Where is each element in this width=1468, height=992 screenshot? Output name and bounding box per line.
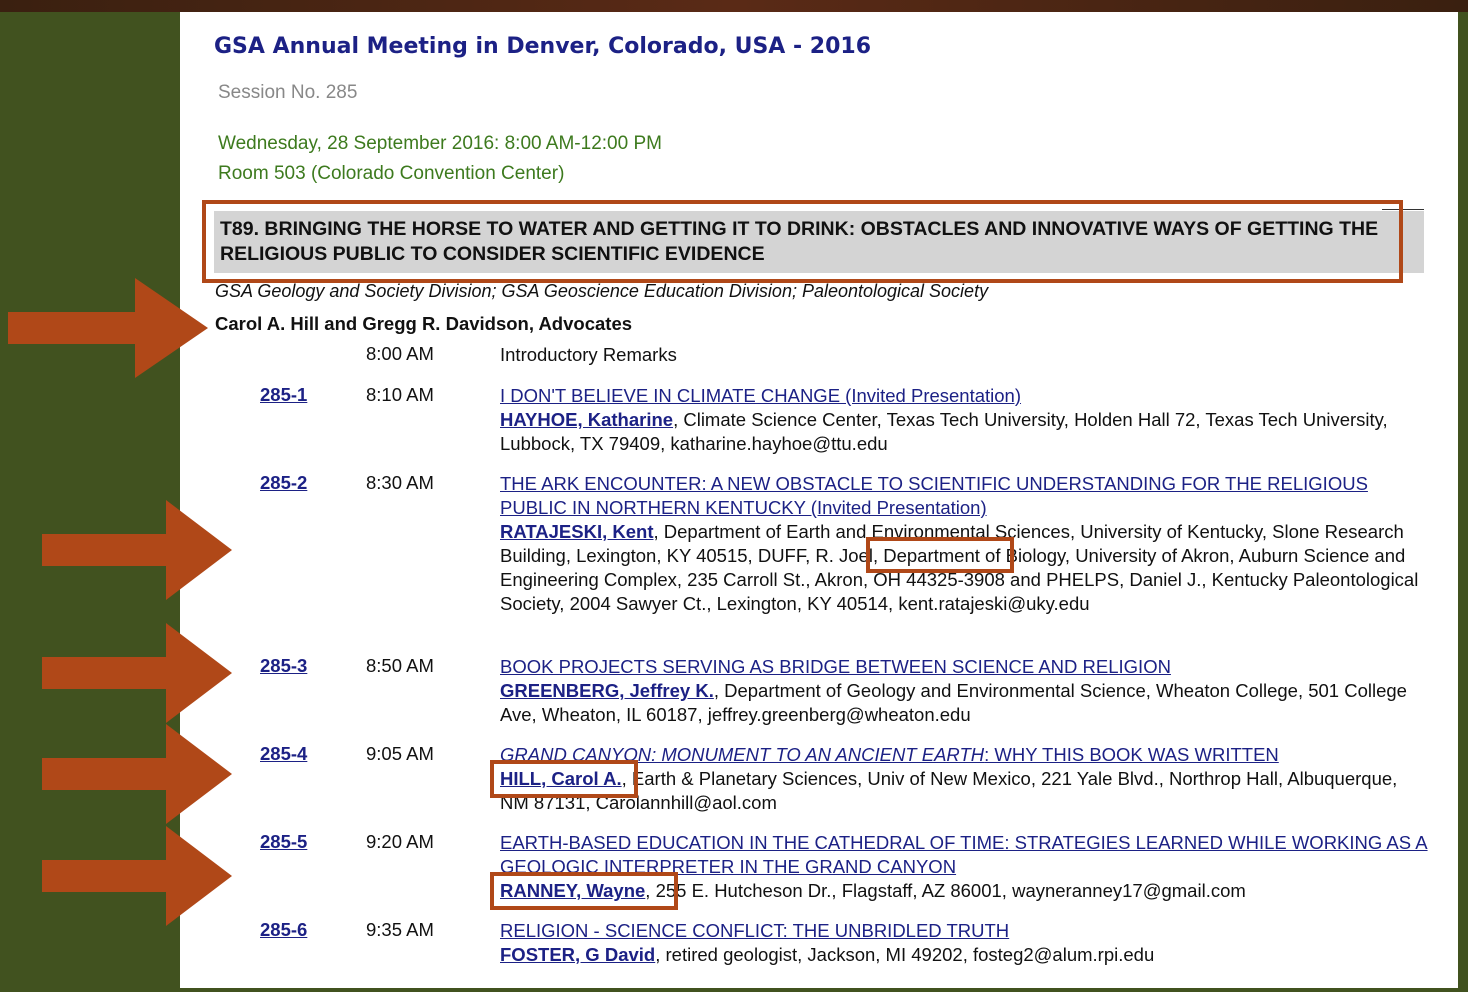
author-affiliation: , Earth & Planetary Sciences, Univ of New Mexico, 221 Yale Blvd., Northrop Hall, Albuquerque, NM 87131, Carolannhill@aol.com xyxy=(500,768,1398,813)
paper-number-link[interactable]: 285-5 xyxy=(260,831,308,852)
paper-title-link[interactable]: THE ARK ENCOUNTER: A NEW OBSTACLE TO SCIENTIFIC UNDERSTANDING FOR THE RELIGIOUS PUBLIC IN NORTHERN KENTUCKY (Invited Presentation) xyxy=(500,473,1368,518)
paper-time: 8:10 AM xyxy=(366,384,434,405)
paper-time: 9:35 AM xyxy=(366,919,434,940)
session-title: T89. BRINGING THE HORSE TO WATER AND GETTING IT TO DRINK: OBSTACLES AND INNOVATIVE WAYS OF GETTING THE RELIGIOUS PUBLIC TO CONSIDER SCIENTIFIC EVIDENCE xyxy=(220,218,1379,265)
paper-content xyxy=(500,743,1430,815)
paper-time: 9:20 AM xyxy=(366,831,434,852)
intro-time: 8:00 AM xyxy=(366,343,434,364)
book-title: GRAND CANYON: MONUMENT TO AN ANCIENT EARTH xyxy=(500,744,985,765)
arrow-right-icon xyxy=(42,623,232,723)
paper-number-link[interactable]: 285-3 xyxy=(260,655,308,676)
paper-title-link[interactable]: BOOK PROJECTS SERVING AS BRIDGE BETWEEN SCIENCE AND RELIGION xyxy=(500,656,1171,677)
arrow-right-icon xyxy=(42,826,232,926)
session-number: Session No. 285 xyxy=(218,82,358,103)
intro-text: Introductory Remarks xyxy=(500,344,677,365)
author-affiliation: , Climate Science Center, Texas Tech University, Holden Hall 72, Texas Tech University, Lubbock, TX 79409, katharine.hayhoe@ttu.edu xyxy=(500,409,1388,454)
arrow-right-icon xyxy=(8,278,208,378)
session-room: Room 503 (Colorado Convention Center) xyxy=(218,163,565,184)
paper-number-link[interactable]: 285-6 xyxy=(260,919,308,940)
author-affiliation: , Department of Earth and Environmental Sciences, University of Kentucky, Slone Research Building, Lexington, KY 40515, xyxy=(500,521,1404,566)
paper-time: 9:05 AM xyxy=(366,743,434,764)
presenter-link[interactable]: RANNEY, Wayne xyxy=(500,880,646,901)
arrow-right-icon xyxy=(42,500,232,600)
paper-number-link[interactable]: 285-1 xyxy=(260,384,308,405)
presenter-link[interactable]: RATAJESKI, Kent xyxy=(500,521,654,542)
paper-number-link[interactable]: 285-4 xyxy=(260,743,308,764)
paper-title-rest: : WHY THIS BOOK WAS WRITTEN xyxy=(984,744,1279,765)
meeting-title: GSA Annual Meeting in Denver, Colorado, USA - 2016 xyxy=(214,34,872,59)
presenter-link[interactable]: HAYHOE, Katharine xyxy=(500,409,674,430)
session-advocates: Carol A. Hill and Gregg R. Davidson, Advocates xyxy=(215,313,633,334)
presenter-link[interactable]: GREENBERG, Jeffrey K. xyxy=(500,680,714,701)
highlight-box-coauthor xyxy=(866,537,1014,573)
author-affiliation: , Department of Geology and Environmental Science, Wheaton College, 501 College Ave, Wheaton, IL 60187, jeffrey.greenberg@wheaton.edu xyxy=(500,680,1407,725)
session-datetime: Wednesday, 28 September 2016: 8:00 AM-12:00 PM xyxy=(218,133,662,154)
presenter-link[interactable]: FOSTER, G David xyxy=(500,944,656,965)
highlight-box-presenter xyxy=(490,872,678,910)
paper-time: 8:30 AM xyxy=(366,472,434,493)
paper-content xyxy=(500,655,1430,727)
highlight-box-session-title xyxy=(202,200,1403,283)
program-page xyxy=(180,12,1458,988)
paper-time: 8:50 AM xyxy=(366,655,434,676)
paper-content xyxy=(500,919,1430,967)
arrow-right-icon xyxy=(42,724,232,824)
author-affiliation: , Department of Biology, University of Akron, Auburn Science and Engineering Complex, 235 Carroll St., Akron, OH 44325-3908 and PHELPS, Daniel J., Kentucky Paleontological Society, 2004 Sawyer Ct., Lexington, KY 40514, kent.ratajeski@uky.edu xyxy=(500,545,1419,614)
author-affiliation: , retired geologist, Jackson, MI 49202, fosteg2@alum.rpi.edu xyxy=(655,944,1155,965)
paper-number-link[interactable]: 285-2 xyxy=(260,472,308,493)
paper-title-link[interactable]: RELIGION - SCIENCE CONFLICT: THE UNBRIDLED TRUTH xyxy=(500,920,1010,941)
coauthor-name: DUFF, R. Joel xyxy=(757,545,873,566)
presenter-link[interactable]: HILL, Carol A. xyxy=(500,768,622,789)
paper-content xyxy=(500,384,1430,456)
paper-title-link[interactable]: EARTH-BASED EDUCATION IN THE CATHEDRAL OF TIME: STRATEGIES LEARNED WHILE WORKING AS A GEOLOGIC INTERPRETER IN THE GRAND CANYON xyxy=(500,832,1428,877)
highlight-box-presenter xyxy=(490,760,638,798)
session-sponsors: GSA Geology and Society Division; GSA Geoscience Education Division; Paleontological Society xyxy=(215,281,989,301)
top-band xyxy=(0,0,1468,12)
author-affiliation: , 255 E. Hutcheson Dr., Flagstaff, AZ 86001, wayneranney17@gmail.com xyxy=(645,880,1246,901)
paper-title-link[interactable]: I DON'T BELIEVE IN CLIMATE CHANGE (Invited Presentation) xyxy=(500,385,1022,406)
